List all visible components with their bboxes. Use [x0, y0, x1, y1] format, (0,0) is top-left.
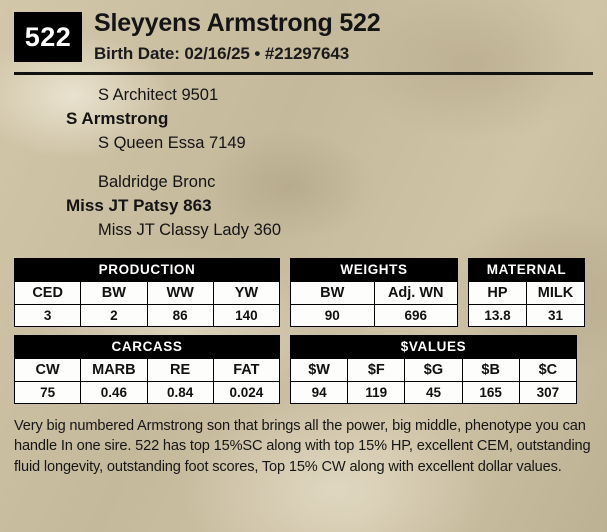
column-header: CW	[15, 358, 81, 381]
birth-date-and-registration: Birth Date: 02/16/25 • #21297643	[94, 44, 350, 63]
table-cell: 0.024	[213, 381, 279, 403]
table-row	[291, 381, 577, 403]
table-row	[291, 281, 458, 304]
table-cell: 86	[147, 304, 213, 326]
table-cell: 165	[462, 381, 519, 403]
table-row	[15, 381, 280, 403]
sire-group	[14, 84, 593, 155]
table-cell: 696	[374, 304, 458, 326]
maternal-table-title: MATERNAL	[469, 258, 585, 281]
table-cell: 90	[291, 304, 375, 326]
table-cell: 75	[15, 381, 81, 403]
column-header: MARB	[81, 358, 147, 381]
table-row	[15, 304, 280, 326]
table-cell: 119	[348, 381, 405, 403]
column-header: CED	[15, 281, 81, 304]
table-cell: 2	[81, 304, 147, 326]
production-table-title: PRODUCTION	[15, 258, 280, 281]
weights-table-title: WEIGHTS	[291, 258, 458, 281]
column-header: $G	[405, 358, 462, 381]
table-row	[291, 304, 458, 326]
column-header: $B	[462, 358, 519, 381]
table-cell: 94	[291, 381, 348, 403]
table-cell: 3	[15, 304, 81, 326]
maternal-table	[468, 258, 585, 327]
column-header: RE	[147, 358, 213, 381]
sire-dam-label: S Queen Essa 7149	[98, 133, 246, 152]
tag-number-badge: 522	[14, 12, 82, 62]
column-header: $C	[519, 358, 576, 381]
pedigree-spacer	[14, 159, 593, 171]
table-row	[15, 281, 280, 304]
dollar-values-table	[290, 335, 577, 404]
table-row	[469, 304, 585, 326]
sire-sire-label: S Architect 9501	[98, 86, 219, 104]
table-cell: 0.84	[147, 381, 213, 403]
table-cell: 13.8	[469, 304, 527, 326]
column-header: BW	[291, 281, 375, 304]
column-header: FAT	[213, 358, 279, 381]
table-cell: 307	[519, 381, 576, 403]
weights-table	[290, 258, 458, 327]
carcass-table	[14, 335, 280, 404]
column-header: YW	[213, 281, 279, 304]
epd-row-2	[14, 335, 593, 404]
sire-label: S Armstrong	[66, 109, 169, 129]
epd-row-1	[14, 258, 593, 327]
header-text-block	[94, 10, 593, 64]
table-row	[15, 358, 280, 381]
carcass-table-title: CARCASS	[15, 335, 280, 358]
table-cell: 140	[213, 304, 279, 326]
lot-description: Very big numbered Armstrong son that brings all the power, big middle, phenotype you can handle In one sire. 522 has top 15%SC along with top 15% HP, excellent CEM, outstanding fluid longevity, outstanding foot scores, Top 15% CW along with excellent dollar values.	[14, 417, 591, 475]
table-row	[469, 281, 585, 304]
page-title: Sleyyens Armstrong 522	[94, 9, 381, 37]
column-header: $W	[291, 358, 348, 381]
card-header	[14, 0, 593, 64]
pedigree-block	[14, 75, 593, 250]
table-cell: 31	[527, 304, 585, 326]
table-cell: 45	[405, 381, 462, 403]
dam-dam-label: Miss JT Classy Lady 360	[98, 220, 282, 239]
dam-label: Miss JT Patsy 863	[66, 196, 212, 216]
column-header: Adj. WN	[374, 281, 458, 304]
table-row	[291, 358, 577, 381]
column-header: WW	[147, 281, 213, 304]
column-header: $F	[348, 358, 405, 381]
table-cell: 0.46	[81, 381, 147, 403]
column-header: MILK	[527, 281, 585, 304]
dam-sire-label: Baldridge Bronc	[98, 172, 216, 191]
dam-group	[14, 171, 593, 242]
dollar-values-table-title: $VALUES	[291, 335, 577, 358]
column-header: BW	[81, 281, 147, 304]
production-table	[14, 258, 280, 327]
column-header: HP	[469, 281, 527, 304]
